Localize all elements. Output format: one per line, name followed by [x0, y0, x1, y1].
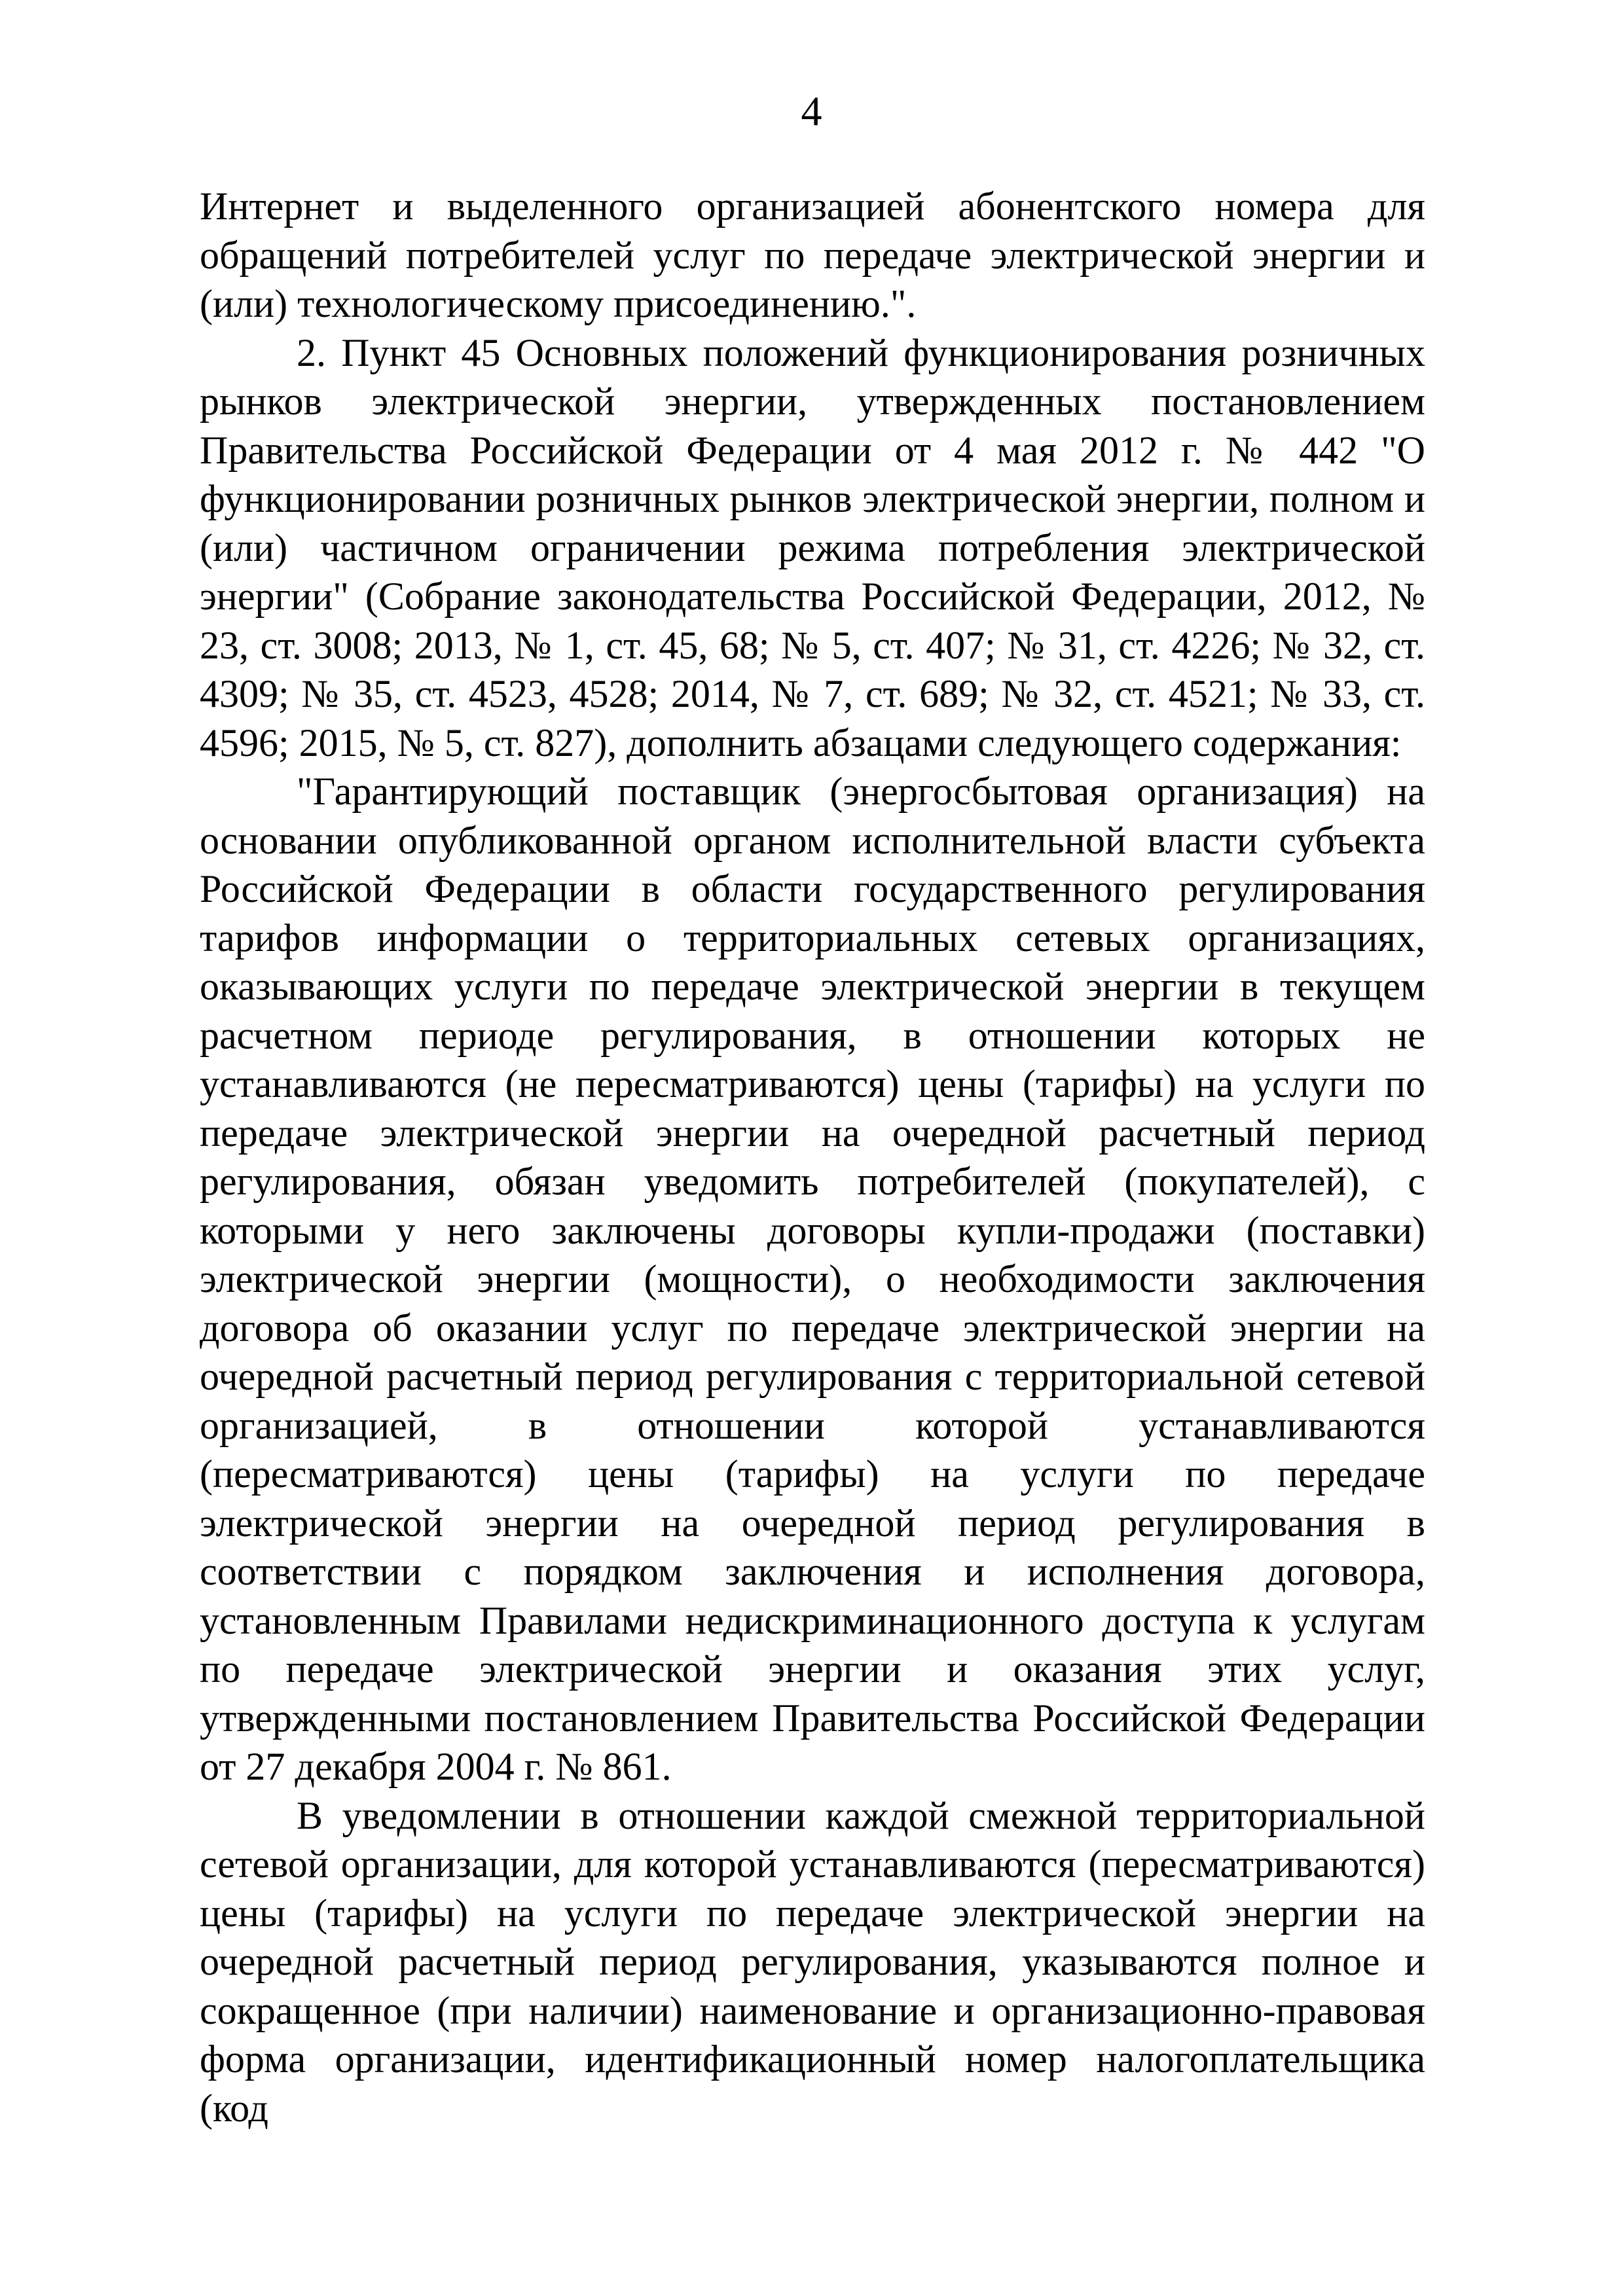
paragraph-continuation: Интернет и выделенного организацией абонентского номера для обращений потребителей услуг по передаче электрической энергии и (или) технологическому присоединению.". — [200, 185, 1425, 325]
paragraph-quoted-amendment: "Гарантирующий поставщик (энергосбытовая организация) на основании опубликованной органом исполнительной власти субъекта Российской Федерации в области государственного регулирования тарифов информации о территориальных сетевых организациях, оказывающих услуги по передаче электрической энергии в текущем расчетном периоде регулирования, в отношении которых не устанавливаются (не пересматриваются) цены (тарифы) на услуги по передаче электрической энергии на очередной расчетный период регулирования, обязан уведомить потребителей (покупателей), с которыми у него заключены договоры купли-продажи (поставки) электрической энергии (мощности), о необходимости заключения договора об оказании услуг по передаче электрической энергии на очередной расчетный период регулирования с территориальной сетевой организацией, в отношении которой устанавливаются (пересматриваются) цены (тарифы) на услуги по передаче электрической энергии на очередной период регулирования в соответствии с порядком заключения и исполнения договора, установленным Правилами недискриминационного доступа к услугам по передаче электрической энергии и оказания этих услуг, утвержденными постановлением Правительства Российской Федерации от 27 декабря 2004 г. № 861. — [200, 770, 1425, 1788]
page-number: 4 — [801, 88, 822, 134]
document-body — [200, 182, 1425, 2132]
paragraph-notification-details: В уведомлении в отношении каждой смежной территориальной сетевой организации, для которой устанавливаются (пересматриваются) цены (тарифы) на услуги по передаче электрической энергии на очередной расчетный период регулирования, указываются полное и сокращенное (при наличии) наименование и организационно-правовая форма организации, идентификационный номер налогоплательщика (код — [200, 1793, 1425, 2130]
paragraph-item-2: 2. Пункт 45 Основных положений функционирования розничных рынков электрической энергии, утвержденных постановлением Правительства Российской Федерации от 4 мая 2012 г. № 442 "О функционировании розничных рынков электрической энергии, полном и (или) частичном ограничении режима потребления электрической энергии" (Собрание законодательства Российской Федерации, 2012, № 23, ст. 3008; 2013, № 1, ст. 45, 68; № 5, ст. 407; № 31, ст. 4226; № 32, ст. 4309; № 35, ст. 4523, 4528; 2014, № 7, ст. 689; № 32, ст. 4521; № 33, ст. 4596; 2015, № 5, ст. 827), дополнить абзацами следующего содержания: — [200, 331, 1425, 764]
